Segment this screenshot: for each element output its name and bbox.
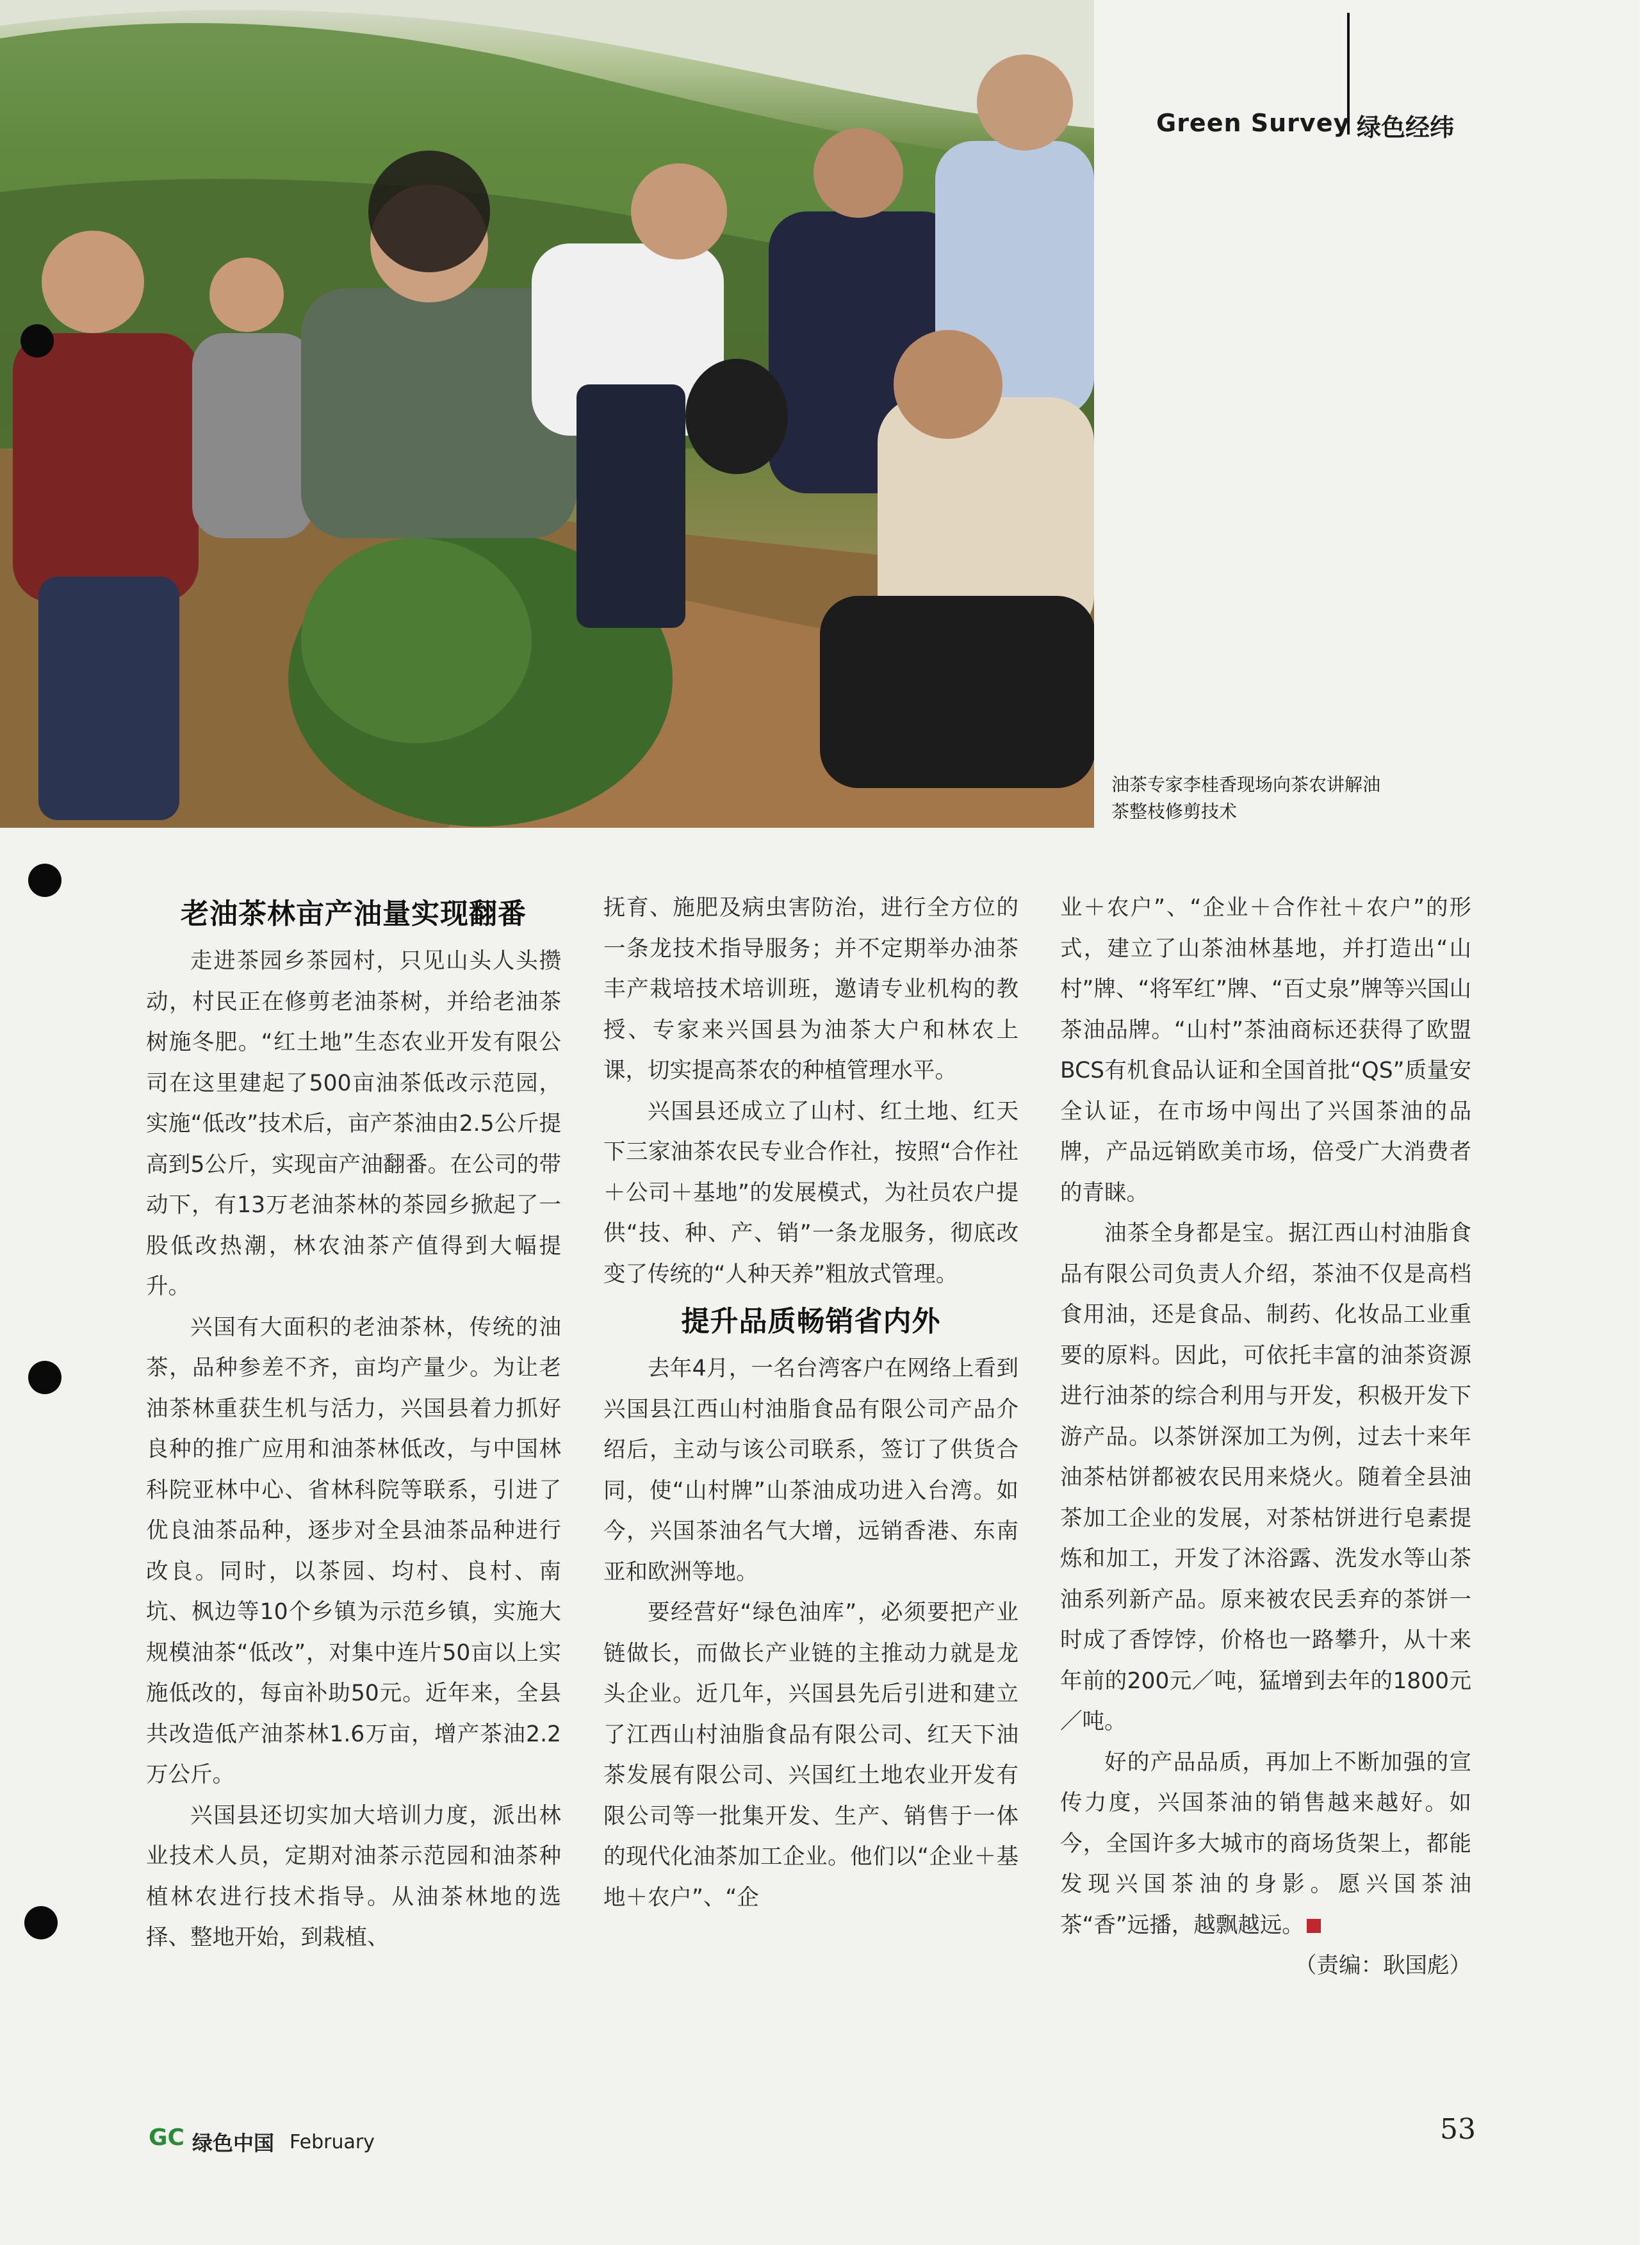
section-heading-2: 提升品质畅销省内外 [681,1305,941,1338]
paragraph [1060,1743,1471,1946]
article-column-3 [1060,888,1471,1987]
photo-illustration [0,0,1094,828]
paragraph: 兴国县还成立了山村、红土地、红天下三家油茶农民专业合作社，按照“合作社＋公司＋基地”的发展模式，为社员农户提供“技、种、产、销”一条龙服务，彻底改变了传统的“人种天养”粗放式管理。 [603,1098,1018,1287]
footer-magazine-name: 绿色中国 [192,2131,275,2155]
end-mark-icon [1307,1919,1321,1933]
paragraph: 走进茶园乡茶园村，只见山头人头攒动，村民正在修剪老油茶树，并给老油茶树施冬肥。“红土地”生态农业开发有限公司在这里建起了500亩油茶低改示范园，实施“低改”技术后，亩产茶油由2.5公斤提高到5公斤，实现亩产油翻番。在公司的带动下，有13万老油茶林的茶园乡掀起了一股低改热潮，林农油茶产值得到大幅提升。 [146,948,561,1299]
editor-credit: （责编：耿国彪） [1295,1953,1471,1978]
photo-caption: 油茶专家李桂香现场向茶农讲解油茶整枝修剪技术 [1111,774,1381,822]
footer-logo: GC [149,2125,184,2151]
paragraph: 去年4月，一名台湾客户在网络上看到兴国县江西山村油脂食品有限公司产品介绍后，主动与该公司联系，签订了供货合同，使“山村牌”山茶油成功进入台湾。如今，兴国茶油名气大增，远销香港、东南亚和欧洲等地。 [603,1356,1018,1585]
binder-hole-1 [20,324,54,358]
paragraph: 兴国县还切实加大培训力度，派出林业技术人员，定期对油茶示范园和油茶种植林农进行技术指导。从油茶林地的选择、整地开始，到栽植、 [146,1802,561,1950]
page-number: 53 [1440,2113,1476,2146]
page-edge [1640,0,1652,2245]
article-column-2 [603,888,1018,1918]
paragraph: 业＋农户”、“企业＋合作社＋农户”的形式，建立了山茶油林基地，并打造出“山村”牌、“将军红”牌、“百丈泉”牌等兴国山茶油品牌。“山村”茶油商标还获得了欧盟BCS有机食品认证和全国首批“QS”质量安全认证，在市场中闯出了兴国茶油的品牌，产品远销欧美市场，倍受广大消费者的青睐。 [1060,895,1471,1206]
article-column-1 [146,887,561,1959]
section-title-cn: 绿色经纬 [1357,113,1455,142]
footer-month: February [290,2131,375,2153]
paragraph: 油茶全身都是宝。据江西山村油脂食品有限公司负责人介绍，茶油不仅是高档食用油，还是食品、制药、化妆品工业重要的原料。因此，可依托丰富的油茶资源进行油茶的综合利用与开发，积极开发下游产品。以茶饼深加工为例，过去十来年油茶枯饼都被农民用来烧火。随着全县油茶加工企业的发展，对茶枯饼进行皂素提炼和加工，开发了沐浴露、洗发水等山茶油系列新产品。原来被农民丢弃的茶饼一时成了香饽饽，价格也一路攀升，从十来年前的200元／吨，猛增到去年的1800元／吨。 [1060,1221,1471,1734]
binder-hole-4 [24,1906,58,1939]
section-title-en: Green Survey [1156,109,1350,137]
section-heading-1: 老油茶林亩产油量实现翻番 [181,898,527,930]
article-photo [0,0,1094,828]
paragraph: 要经营好“绿色油库”，必须要把产业链做长，而做长产业链的主推动力就是龙头企业。近几年，兴国县先后引进和建立了江西山村油脂食品有限公司、红天下油茶发展有限公司、兴国红土地农业开发有限公司等一批集开发、生产、销售于一体的现代化油茶加工企业。他们以“企业＋基地＋农户”、“企 [603,1600,1018,1911]
paragraph: 抚育、施肥及病虫害防治，进行全方位的一条龙技术指导服务；并不定期举办油茶丰产栽培技术培训班，邀请专业机构的教授、专家来兴国县为油茶大户和林农上课，切实提高茶农的种植管理水平。 [603,895,1018,1083]
paragraph-text: 好的产品品质，再加上不断加强的宣传力度，兴国茶油的销售越来越好。如今，全国许多大城市的商场货架上，都能发现兴国茶油的身影。愿兴国茶油茶“香”远播，越飘越远。 [1060,1749,1471,1938]
paragraph: 兴国有大面积的老油茶林，传统的油茶，品种参差不齐，亩均产量少。为让老油茶林重获生机与活力，兴国县着力抓好良种的推广应用和油茶林低改，与中国林科院亚林中心、省林科院等联系，引进了优良油茶品种，逐步对全县油茶品种进行改良。同时，以茶园、均村、良村、南坑、枫边等10个乡镇为示范乡镇，实施大规模油茶“低改”，对集中连片50亩以上实施低改的，每亩补助50元。近年来，全县共改造低产油茶林1.6万亩，增产茶油2.2万公斤。 [146,1314,561,1788]
binder-hole-3 [28,1361,61,1394]
binder-hole-2 [28,864,61,897]
